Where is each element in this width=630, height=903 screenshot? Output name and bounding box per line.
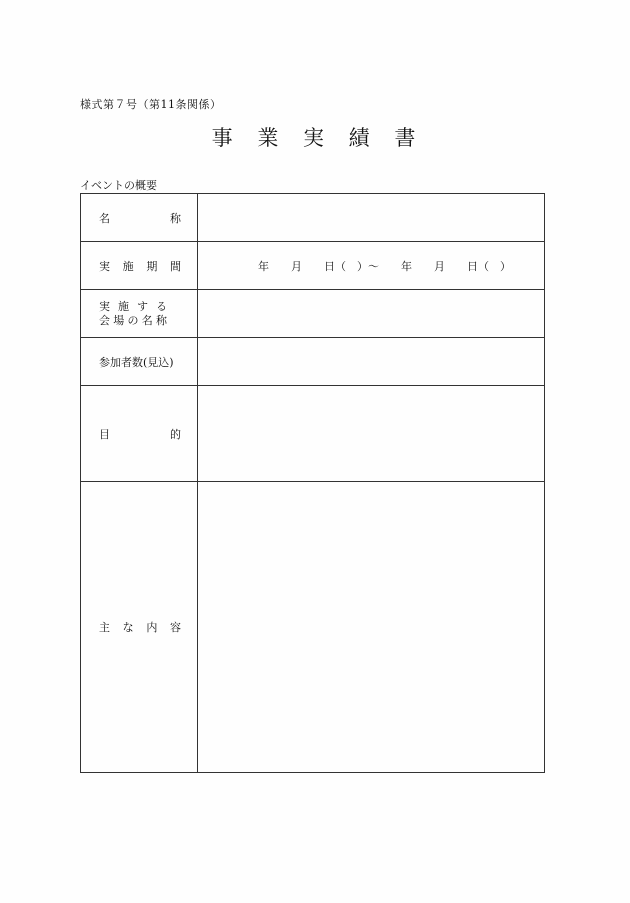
- value-participants[interactable]: [198, 338, 545, 386]
- label-char: す: [137, 300, 148, 313]
- label-char: る: [156, 300, 167, 313]
- table-row-content: [81, 482, 545, 773]
- label-char: 場: [113, 314, 125, 327]
- section-label: イベントの概要: [80, 179, 157, 192]
- period-date-range: 年 月 日（ ）～ 年 月 日（ ）: [258, 259, 511, 273]
- label-name: [81, 194, 198, 242]
- label-char: 容: [169, 621, 181, 634]
- value-content[interactable]: [198, 482, 545, 773]
- label-venue: [81, 290, 198, 338]
- label-char: の: [127, 314, 139, 327]
- label-text: 参加者数(見込): [99, 355, 174, 369]
- event-summary-table: [80, 193, 545, 773]
- table-row-purpose: [81, 386, 545, 482]
- label-char: な: [122, 621, 134, 634]
- label-period: [81, 242, 198, 290]
- table-row-name: [81, 194, 545, 242]
- label-char: 目: [99, 427, 110, 441]
- document-title: 事 業 実 績 書: [211, 126, 425, 150]
- value-purpose[interactable]: [198, 386, 545, 482]
- value-period[interactable]: [198, 242, 545, 290]
- table-row-period: [81, 242, 545, 290]
- label-char: 称: [156, 314, 167, 327]
- label-char: 施: [122, 259, 134, 273]
- label-char: 施: [118, 300, 129, 313]
- form-number: 様式第７号（第11条関係）: [80, 98, 222, 111]
- table-row-venue: [81, 290, 545, 338]
- label-char: 間: [169, 259, 181, 273]
- label-char: 主: [99, 621, 110, 634]
- label-participants: [81, 338, 198, 386]
- label-char: 実: [99, 300, 110, 313]
- label-char: 期: [146, 259, 158, 273]
- label-char: 名: [141, 314, 153, 327]
- label-char: 内: [146, 621, 158, 634]
- label-content: [81, 482, 198, 773]
- value-name[interactable]: [198, 194, 545, 242]
- table-row-participants: [81, 338, 545, 386]
- label-purpose: [81, 386, 198, 482]
- label-char: 称: [170, 211, 181, 225]
- label-char: 実: [99, 259, 110, 273]
- label-char: 名: [99, 211, 110, 225]
- label-char: 的: [170, 427, 181, 441]
- value-venue[interactable]: [198, 290, 545, 338]
- label-char: 会: [99, 314, 110, 327]
